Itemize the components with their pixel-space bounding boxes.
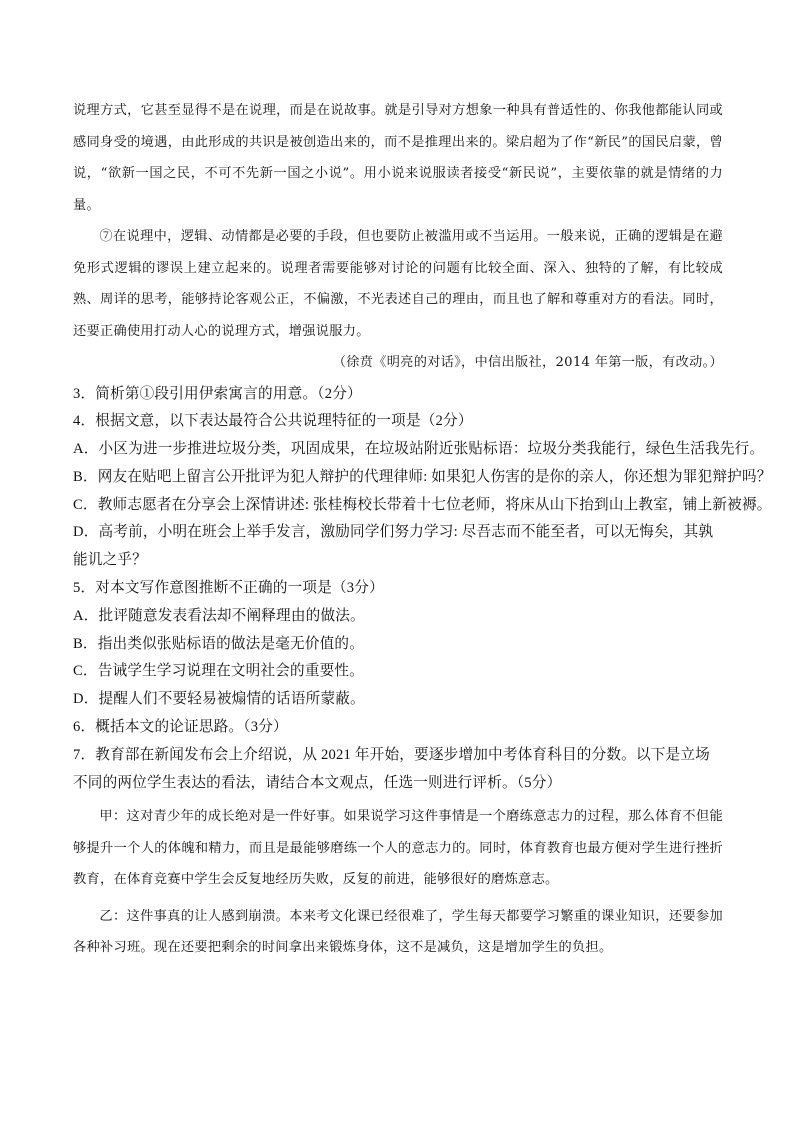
passage-paragraph-continued: 说理方式，它甚至显得不是在说理，而是在说故事。就是引导对方想象一种具有普适性的、你我他都能认同或感同身受的境遇，由此形成的共识是被创造出来的，而不是推理出来的。梁启超为了作“新民”的国民启蒙，曾说，“欲新一国之民，不可不先新一国之小说”。用小说来说服读者接受“新民说”，主要依靠的就是情绪的力量。 <box>73 103 723 213</box>
questions-section <box>73 381 772 798</box>
question-7: 7．教育部在新闻发布会上介绍说，从 2021 年开始，要逐步增加中考体育科目的分数。以下是立场不同的两位学生表达的看法，请结合本文观点，任选一则进行评析。（5分） <box>73 746 710 791</box>
question-4-stem: 4．根据文意，以下表达最符合公共说理特征的一项是（2分） <box>73 413 473 430</box>
question-5-option-d: D．提醒人们不要轻易被煽情的话语所蒙蔽。 <box>73 691 365 708</box>
reading-passage <box>73 95 723 379</box>
question-4-option-c: C．教师志愿者在分享会上深情讲述: 张桂梅校长带着十七位老师，将床从山下抬到山上教室，铺上新被褥。 <box>73 496 772 513</box>
question-4-option-b: B．网友在贴吧上留言公开批评为犯人辩护的代理律师: 如果犯人伤害的是你的亲人，你还想为罪犯辩护吗？ <box>73 468 772 485</box>
question-3: 3．简析第①段引用伊索寓言的用意。（2分） <box>73 385 362 402</box>
passage-source-citation: （徐贲《明亮的对话》，中信出版社，2014 年第一版，有改动。） <box>332 355 723 370</box>
student-opinions <box>73 801 723 964</box>
question-4-option-d: D．高考前，小明在班会上举手发言，激励同学们努力学习: 尽吾志而不能至者，可以无悔矣，其孰能讥之乎？ <box>73 524 714 569</box>
opinion-yi: 乙：这件事真的让人感到崩溃。本来考文化课已经很难了，学生每天都要学习繁重的课业知识，还要参加各种补习班。现在还要把剩余的时间拿出来锻炼身体，这不是减负，这是增加学生的负担。 <box>73 908 723 956</box>
question-4-option-a: A．小区为进一步推进垃圾分类，巩固成果，在垃圾站附近张贴标语：垃圾分类我能行，绿色生活我先行。 <box>73 441 765 458</box>
exam-page <box>73 95 772 969</box>
question-5-option-b: B．指出类似张贴标语的做法是毫无价值的。 <box>73 635 365 652</box>
question-5-stem: 5．对本文写作意图推断不正确的一项是（3分） <box>73 580 384 597</box>
opinion-jia: 甲：这对青少年的成长绝对是一件好事。如果说学习这件事情是一个磨练意志力的过程，那么体育不但能够提升一个人的体魄和精力，而且是最能够磨练一个人的意志力的。同时，体育教育也最方便对学生进行挫折教育，在体育竞赛中学生会反复地经历失败，反复的前进，能够很好的磨炼意志。 <box>73 809 723 888</box>
question-6: 6．概括本文的论证思路。（3分） <box>73 719 288 736</box>
passage-paragraph-7: ⑦在说理中，逻辑、动情都是必要的手段，但也要防止被滥用或不当运用。一般来说，正确的逻辑是在避免形式逻辑的谬误上建立起来的。说理者需要能够对讨论的问题有比较全面、深入、独特的了解，有比较成熟、周详的思考，能够持论客观公正，不偏激，不光表述自己的理由，而且也了解和尊重对方的看法。同时，还要正确使用打动人心的说理方式，增强说服力。 <box>73 229 723 339</box>
question-5-option-c: C．告诫学生学习说理在文明社会的重要性。 <box>73 663 365 680</box>
question-5-option-a: A．批评随意发表看法却不阐释理由的做法。 <box>73 607 365 624</box>
